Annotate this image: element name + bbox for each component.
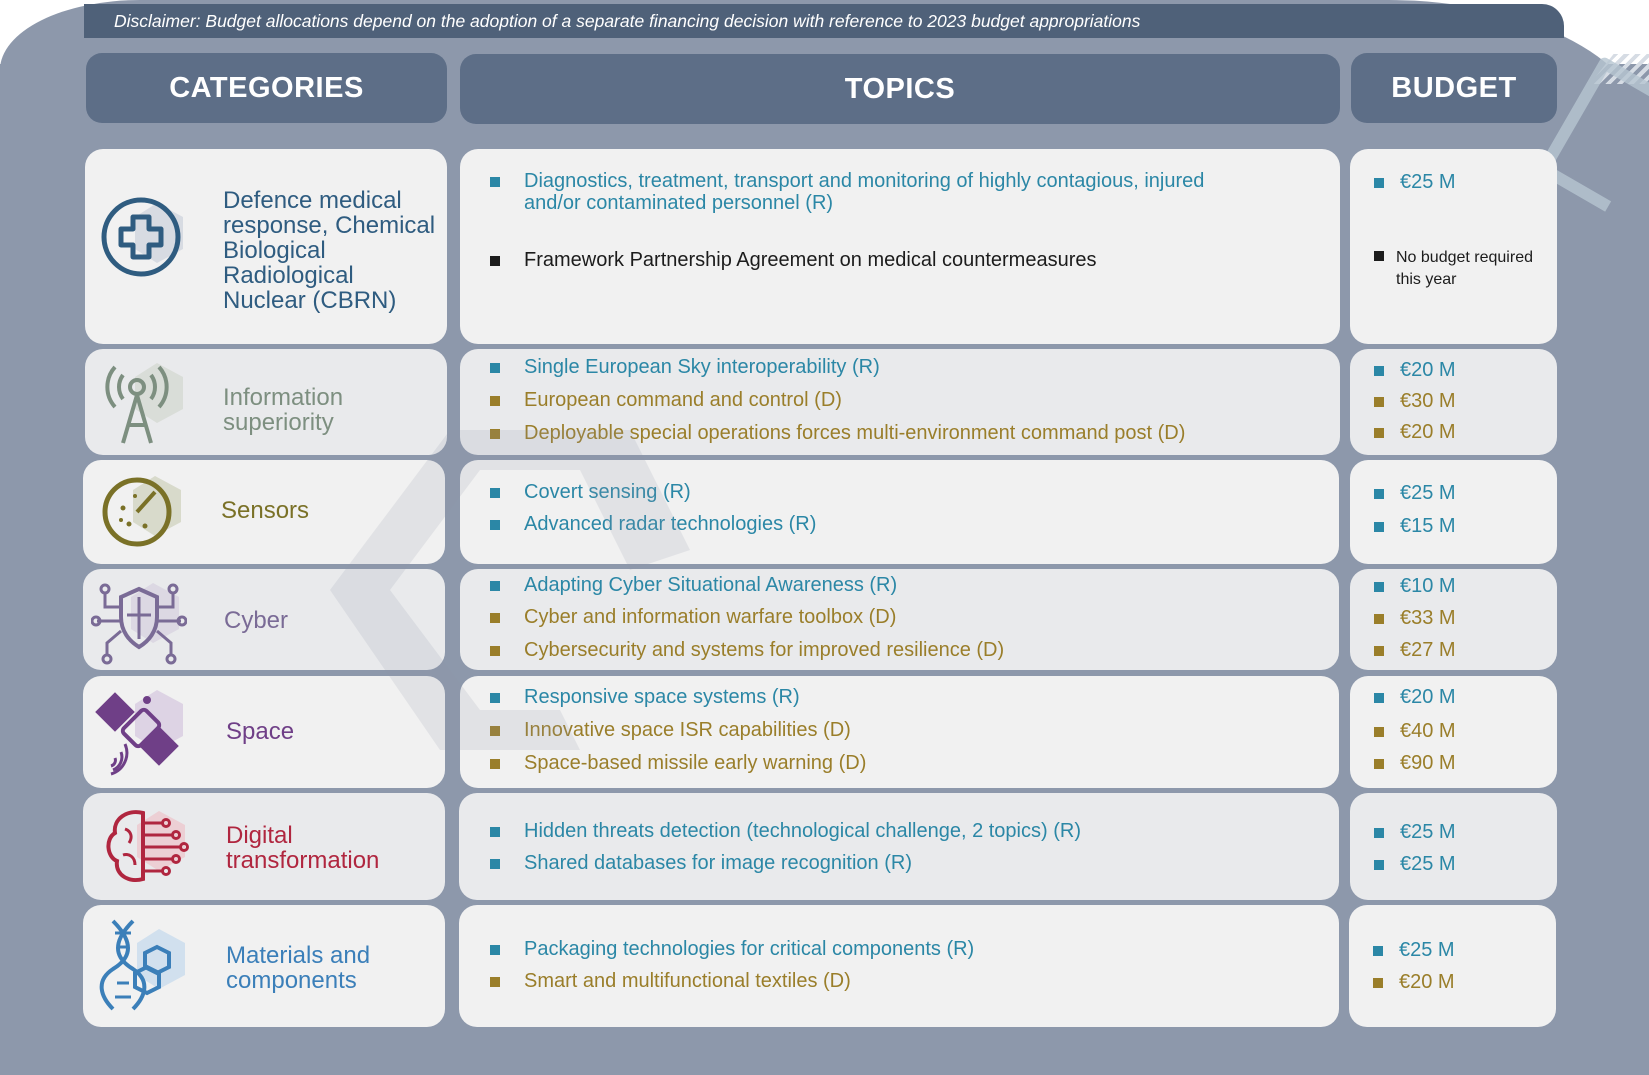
topic-item [490, 389, 842, 412]
budget-item [1373, 971, 1455, 994]
topic-item [490, 970, 851, 993]
budget-value: €25 M [1400, 482, 1456, 504]
header-topics: TOPICS [460, 54, 1340, 124]
bullet-square [1374, 178, 1384, 188]
budget-value: €10 M [1400, 575, 1456, 597]
budget-cell-materials-components [1349, 905, 1556, 1027]
topic-item [490, 752, 866, 775]
bullet-square [490, 429, 500, 439]
topic-text: Packaging technologies for critical components (R) [524, 938, 975, 960]
category-label: Space [226, 718, 295, 745]
bullet-square [1374, 366, 1384, 376]
category-cell-digital-transformation [83, 793, 445, 900]
bullet-square [490, 613, 500, 623]
budget-item [1374, 575, 1456, 598]
bullet-square [490, 859, 500, 869]
topic-text: Shared databases for image recognition (R) [524, 852, 912, 874]
budget-value: €30 M [1400, 390, 1456, 412]
topic-text: Advanced radar technologies (R) [524, 513, 817, 535]
topic-item [490, 938, 974, 961]
budget-item [1374, 752, 1456, 775]
budget-cell-cyber [1350, 569, 1557, 670]
budget-value: €25 M [1400, 171, 1456, 193]
bullet-square [1374, 428, 1384, 438]
bullet-square [1374, 727, 1384, 737]
budget-item [1374, 821, 1456, 844]
topics-cell-information-superiority [460, 349, 1340, 455]
category-label: Defence medical response, Chemical Biological Radiological Nuclear (CBRN) [223, 187, 436, 314]
topic-item [490, 606, 896, 629]
bullet-square [490, 726, 500, 736]
category-label: Information superiority [223, 384, 344, 436]
category-label: Materials and components [226, 942, 371, 994]
category-label: Digital transformation [226, 822, 380, 874]
bullet-square [1374, 828, 1384, 838]
topic-text: Adapting Cyber Situational Awareness (R) [524, 574, 898, 596]
category-cell-materials-components [83, 905, 445, 1027]
bullet-square [490, 945, 500, 955]
topic-item [490, 820, 1081, 843]
budget-value: €20 M [1400, 421, 1456, 443]
budget-item [1374, 482, 1456, 505]
topic-text: Covert sensing (R) [524, 481, 691, 503]
budget-value: €25 M [1400, 853, 1456, 875]
disclaimer-banner: Disclaimer: Budget allocations depend on the adoption of a separate financing decision with reference to 2023 budget appropriations [84, 4, 1564, 38]
budget-value: €27 M [1400, 639, 1456, 661]
category-cell-information-superiority [85, 349, 447, 455]
topics-cell-cbrn [460, 149, 1340, 344]
topic-text: Innovative space ISR capabilities (D) [524, 719, 851, 741]
topic-text: Single European Sky interoperability (R) [524, 356, 880, 378]
topic-text: Smart and multifunctional textiles (D) [524, 970, 851, 992]
topic-item [490, 249, 1096, 272]
topic-item [490, 422, 1185, 445]
category-cell-cyber [83, 569, 445, 670]
bullet-square [490, 520, 500, 530]
topic-item [490, 686, 800, 709]
budget-value: €15 M [1400, 515, 1456, 537]
digital-brain-icon [101, 799, 197, 895]
bullet-square [1374, 860, 1384, 870]
topic-text: Diagnostics, treatment, transport and monitoring of highly contagious, injured [524, 170, 1205, 192]
topics-cell-materials-components [459, 905, 1339, 1027]
topic-item [490, 852, 912, 875]
category-cell-cbrn [85, 149, 447, 344]
topic-text: Framework Partnership Agreement on medical countermeasures [524, 249, 1097, 271]
topic-text: Space-based missile early warning (D) [524, 752, 867, 774]
topics-cell-space [460, 676, 1339, 788]
topic-item [490, 170, 1204, 214]
header-categories: CATEGORIES [86, 53, 447, 123]
bullet-square [1374, 614, 1384, 624]
satellite-icon [95, 682, 191, 778]
radar-icon [97, 464, 193, 560]
header-budget: BUDGET [1351, 53, 1557, 123]
budget-note-continued: this year [1396, 271, 1457, 288]
budget-value: €25 M [1400, 821, 1456, 843]
bullet-square [490, 256, 500, 266]
budget-value: €33 M [1400, 607, 1456, 629]
budget-item [1374, 421, 1456, 444]
bullet-square [1374, 693, 1384, 703]
topics-cell-cyber [460, 569, 1339, 670]
bullet-square [490, 759, 500, 769]
budget-item [1373, 939, 1455, 962]
category-cell-space [83, 676, 445, 788]
bullet-square [490, 581, 500, 591]
category-label: Sensors [221, 497, 310, 524]
budget-item [1374, 171, 1456, 194]
budget-cell-digital-transformation [1350, 793, 1557, 900]
budget-cell-cbrn [1350, 149, 1557, 344]
budget-value: €25 M [1399, 939, 1455, 961]
topic-text: Responsive space systems (R) [524, 686, 800, 708]
bullet-square [490, 646, 500, 656]
bullet-square [1374, 646, 1384, 656]
budget-item [1374, 720, 1456, 743]
topic-text: Cybersecurity and systems for improved resilience (D) [524, 639, 1005, 661]
dna-molecule-icon [99, 917, 195, 1013]
category-label: Cyber [224, 607, 289, 634]
topic-text: European command and control (D) [524, 389, 842, 411]
antenna-tower-icon [101, 353, 197, 449]
topic-text: Cyber and information warfare toolbox (D) [524, 606, 897, 628]
topic-text: Deployable special operations forces multi-environment command post (D) [524, 422, 1186, 444]
bullet-square [1374, 251, 1384, 261]
budget-cell-space [1350, 676, 1557, 788]
budget-value: €90 M [1400, 752, 1456, 774]
budget-item [1374, 247, 1533, 291]
budget-item [1374, 639, 1456, 662]
budget-item [1374, 853, 1456, 876]
budget-item [1374, 607, 1456, 630]
bullet-square [1374, 582, 1384, 592]
topic-text: Hidden threats detection (technological challenge, 2 topics) (R) [524, 820, 1081, 842]
budget-item [1374, 390, 1456, 413]
topic-item [490, 719, 851, 742]
bullet-square [1373, 978, 1383, 988]
budget-value: €20 M [1400, 359, 1456, 381]
bullet-square [1373, 946, 1383, 956]
budget-item [1374, 359, 1456, 382]
medical-cross-icon [99, 189, 195, 285]
budget-cell-information-superiority [1350, 349, 1557, 455]
budget-value: €20 M [1400, 686, 1456, 708]
topics-cell-sensors [460, 460, 1339, 564]
budget-note: No budget required [1396, 249, 1533, 266]
budget-item [1374, 515, 1456, 538]
category-cell-sensors [83, 460, 445, 564]
bullet-square [490, 693, 500, 703]
bullet-square [490, 177, 500, 187]
bullet-square [1374, 489, 1384, 499]
topic-text-continued: and/or contaminated personnel (R) [524, 192, 834, 214]
topic-item [490, 356, 880, 379]
topics-cell-digital-transformation [459, 793, 1339, 900]
budget-cell-sensors [1350, 460, 1557, 564]
cyber-shield-icon [91, 571, 187, 667]
topic-item [490, 481, 691, 504]
bullet-square [490, 977, 500, 987]
budget-value: €20 M [1399, 971, 1455, 993]
bullet-square [1374, 759, 1384, 769]
topic-item [490, 513, 816, 536]
budget-item [1374, 686, 1456, 709]
bullet-square [1374, 397, 1384, 407]
bullet-square [490, 363, 500, 373]
bullet-square [490, 827, 500, 837]
topic-item [490, 574, 897, 597]
bullet-square [1374, 522, 1384, 532]
topic-item [490, 639, 1004, 662]
bullet-square [490, 396, 500, 406]
bullet-square [490, 488, 500, 498]
budget-value: €40 M [1400, 720, 1456, 742]
